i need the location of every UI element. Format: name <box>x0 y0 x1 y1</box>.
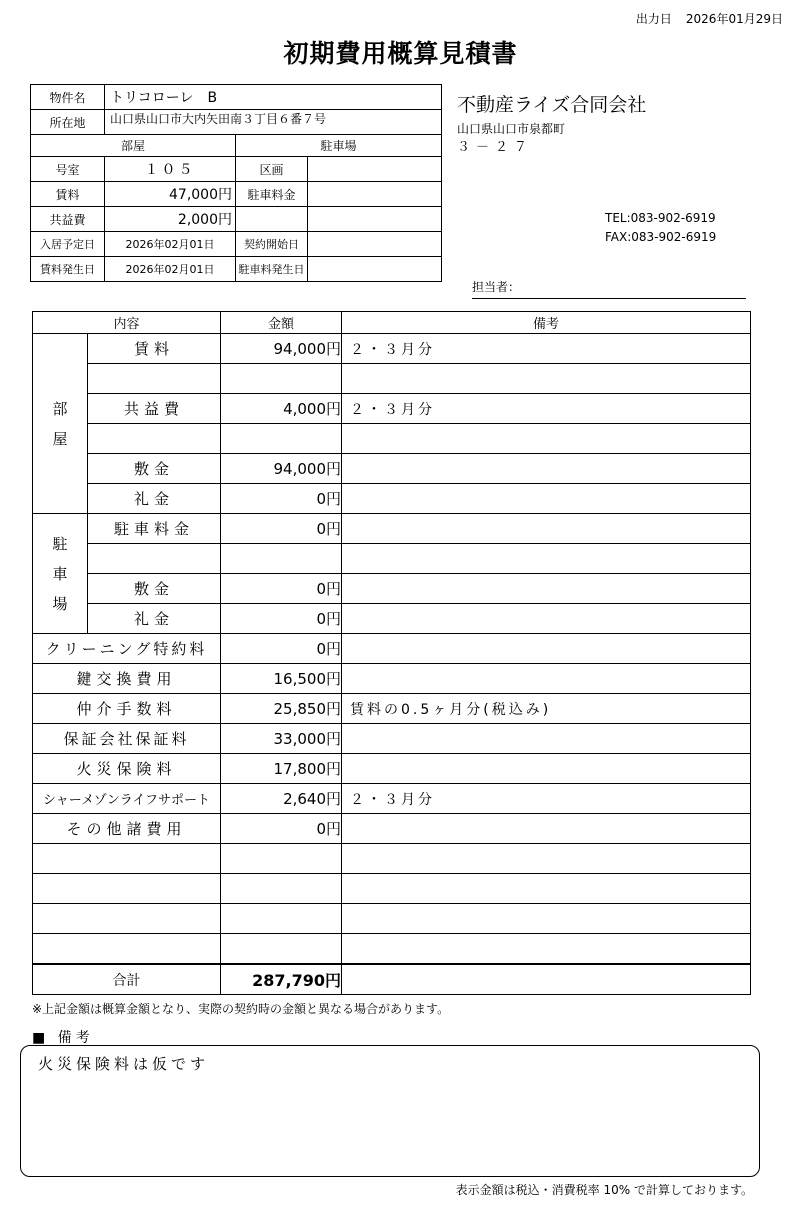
row-amount <box>221 544 342 574</box>
rent-start-label: 賃料発生日 <box>31 257 105 282</box>
row-item: 礼金 <box>88 484 221 514</box>
row-amount <box>221 364 342 394</box>
company-fax: FAX:083-902-6919 <box>605 230 717 244</box>
blank-cell <box>342 844 751 874</box>
row-item: 共益費 <box>88 394 221 424</box>
row-amount: 17,800円 <box>221 754 342 784</box>
group-parking-label <box>33 514 88 634</box>
remarks-text: 火災保険料は仮です <box>38 1055 210 1073</box>
parking-fee-value <box>308 182 442 207</box>
row-note <box>342 364 751 394</box>
blank-cell <box>33 874 221 904</box>
row-note <box>342 514 751 544</box>
row-note <box>342 724 751 754</box>
tax-note: 表示金額は税込・消費税率 10% で計算しております。 <box>455 1183 753 1197</box>
blank-cell <box>33 904 221 934</box>
move-in-value: 2026年02月01日 <box>105 232 236 257</box>
parking-section-heading: 駐車場 <box>236 135 442 157</box>
company-tel: TEL:083-902-6919 <box>605 211 716 225</box>
document-title: 初期費用概算見積書 <box>283 39 518 68</box>
property-address: 山口県山口市大内矢田南３丁目６番７号 <box>105 110 442 135</box>
rent-start-value: 2026年02月01日 <box>105 257 236 282</box>
header-amount: 金額 <box>221 312 342 334</box>
row-note <box>342 664 751 694</box>
row-note: ２・３月分 <box>342 334 751 364</box>
property-name-label: 物件名 <box>31 85 105 110</box>
total-label: 合計 <box>33 964 221 995</box>
row-amount: 0円 <box>221 814 342 844</box>
group-room-text: 部屋 <box>52 399 68 448</box>
row-note: ２・３月分 <box>342 394 751 424</box>
row-item <box>88 364 221 394</box>
lot-value <box>308 157 442 182</box>
row-note <box>342 604 751 634</box>
row-amount: 0円 <box>221 574 342 604</box>
row-amount <box>221 424 342 454</box>
row-amount: 33,000円 <box>221 724 342 754</box>
blank-cell <box>33 934 221 965</box>
manager-line: 担当者： <box>472 278 746 299</box>
header-note: 備考 <box>342 312 751 334</box>
remarks-heading: ■ 備考 <box>32 1030 94 1046</box>
total-amount: 287,790円 <box>221 964 342 995</box>
blank-cell <box>342 874 751 904</box>
output-date-label: 出力日 <box>635 12 672 26</box>
row-note <box>342 754 751 784</box>
row-amount: 94,000円 <box>221 334 342 364</box>
contract-start-label: 契約開始日 <box>236 232 308 257</box>
blank-cell <box>342 934 751 965</box>
disclaimer: ※上記金額は概算金額となり、実際の契約時の金額と異なる場合があります。 <box>32 1002 450 1016</box>
row-note: ２・３月分 <box>342 784 751 814</box>
row-amount: 16,500円 <box>221 664 342 694</box>
row-note: 賃料の0.5ヶ月分(税込み) <box>342 694 751 724</box>
row-amount: 0円 <box>221 514 342 544</box>
row-item <box>88 544 221 574</box>
row-note <box>342 544 751 574</box>
row-amount: 4,000円 <box>221 394 342 424</box>
group-room-label <box>33 334 88 514</box>
output-date <box>622 10 783 27</box>
property-name: トリコローレ B <box>105 85 442 110</box>
row-item: シャーメゾンライフサポート <box>33 784 221 814</box>
row-note <box>342 814 751 844</box>
company-address-line1: 山口県山口市泉都町 <box>457 122 566 136</box>
property-info-table <box>30 84 442 282</box>
row-item: 敷金 <box>88 454 221 484</box>
empty-cell <box>236 207 308 232</box>
row-amount: 25,850円 <box>221 694 342 724</box>
total-note <box>342 964 751 995</box>
row-note <box>342 454 751 484</box>
empty-cell <box>308 207 442 232</box>
blank-cell <box>221 934 342 965</box>
room-section-heading: 部屋 <box>31 135 236 157</box>
blank-cell <box>221 874 342 904</box>
blank-cell <box>33 844 221 874</box>
lot-label: 区画 <box>236 157 308 182</box>
row-item: 火災保険料 <box>33 754 221 784</box>
estimate-table <box>32 311 751 995</box>
company-address-line2: ３－２７ <box>457 140 534 155</box>
output-date-value: 2026年01月29日 <box>685 12 783 26</box>
row-item: 駐車料金 <box>88 514 221 544</box>
room-no-label: 号室 <box>31 157 105 182</box>
row-item: 鍵交換費用 <box>33 664 221 694</box>
row-amount: 2,640円 <box>221 784 342 814</box>
blank-cell <box>221 844 342 874</box>
contract-start-value <box>308 232 442 257</box>
row-item: その他諸費用 <box>33 814 221 844</box>
row-item: 礼金 <box>88 604 221 634</box>
row-item: クリーニング特約料 <box>33 634 221 664</box>
company-name: 不動産ライズ合同会社 <box>457 94 647 116</box>
row-item: 敷金 <box>88 574 221 604</box>
header-content: 内容 <box>33 312 221 334</box>
parking-start-value <box>308 257 442 282</box>
address-label: 所在地 <box>31 110 105 135</box>
row-amount: 94,000円 <box>221 454 342 484</box>
blank-cell <box>342 904 751 934</box>
rent-label: 賃料 <box>31 182 105 207</box>
row-amount: 0円 <box>221 484 342 514</box>
row-item <box>88 424 221 454</box>
row-item: 保証会社保証料 <box>33 724 221 754</box>
parking-start-label: 駐車料発生日 <box>236 257 308 282</box>
row-amount: 0円 <box>221 604 342 634</box>
common-fee-value: 2,000円 <box>105 207 236 232</box>
room-no: １０５ <box>105 157 236 182</box>
group-parking-text: 駐車場 <box>52 534 68 613</box>
move-in-label: 入居予定日 <box>31 232 105 257</box>
row-note <box>342 424 751 454</box>
row-note <box>342 634 751 664</box>
row-item: 賃料 <box>88 334 221 364</box>
row-amount: 0円 <box>221 634 342 664</box>
common-fee-label: 共益費 <box>31 207 105 232</box>
parking-fee-label: 駐車料金 <box>236 182 308 207</box>
row-item: 仲介手数料 <box>33 694 221 724</box>
row-note <box>342 484 751 514</box>
row-note <box>342 574 751 604</box>
rent-value: 47,000円 <box>105 182 236 207</box>
blank-cell <box>221 904 342 934</box>
